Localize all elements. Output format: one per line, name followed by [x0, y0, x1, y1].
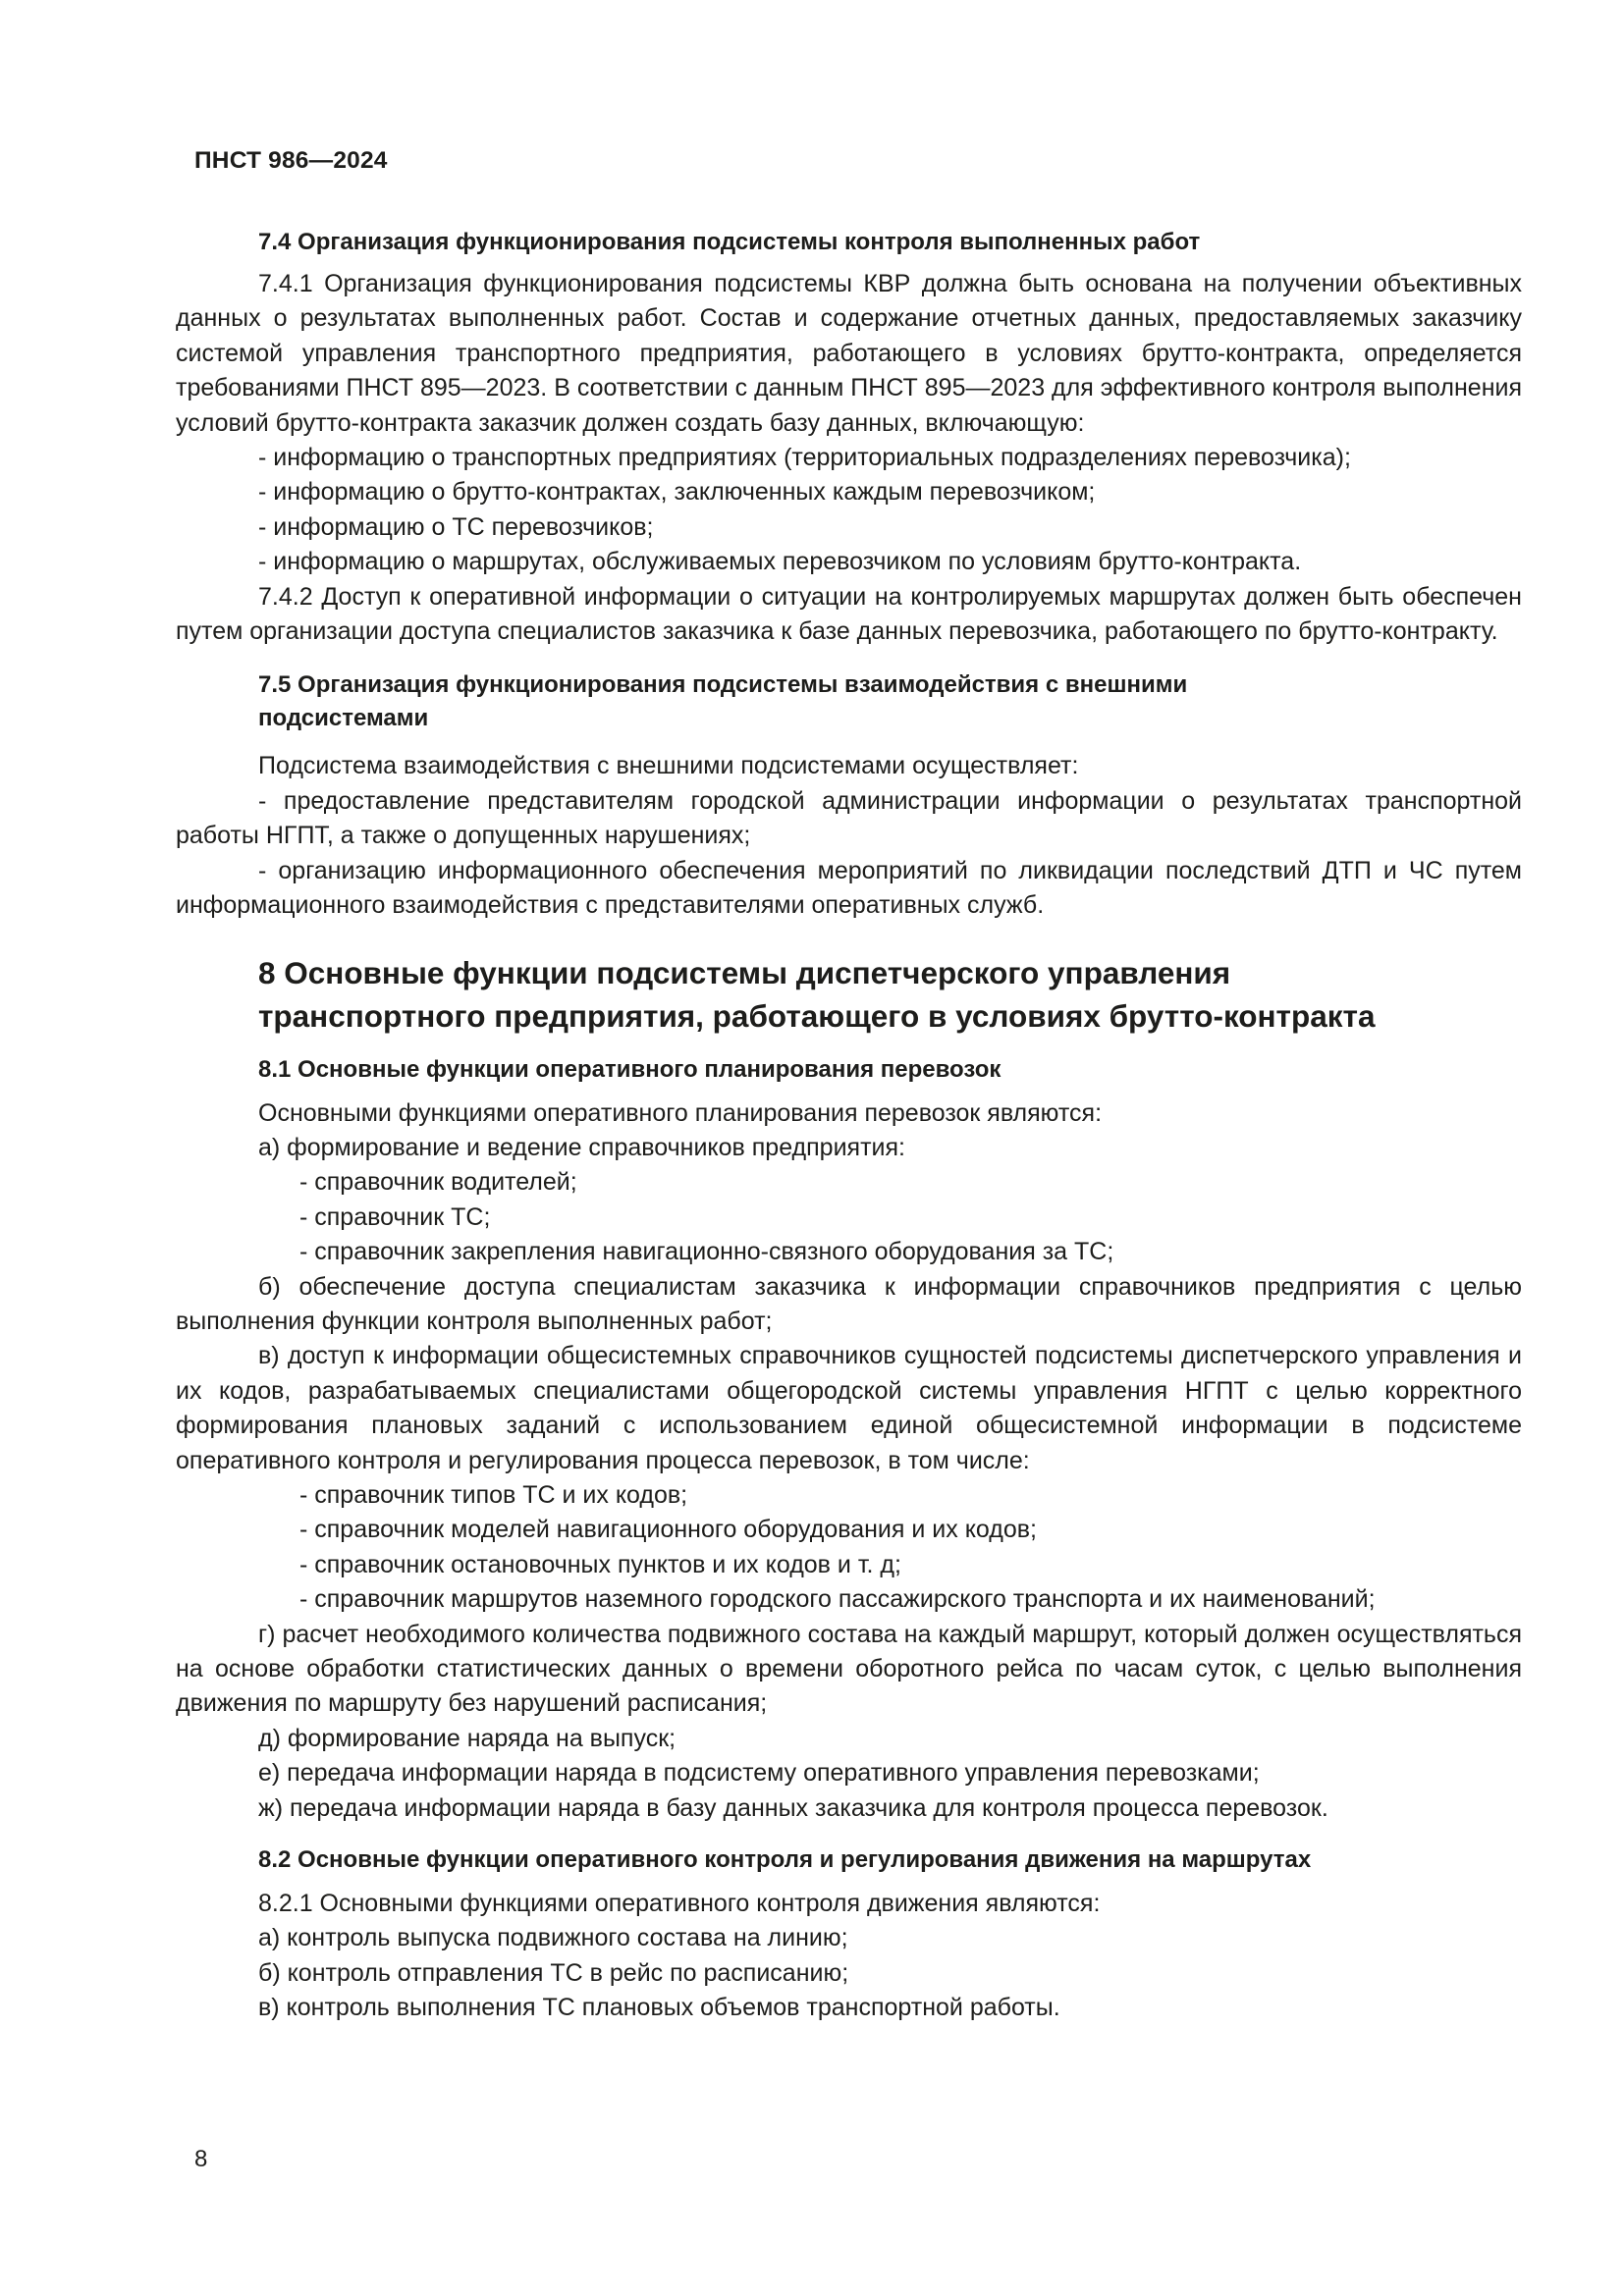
list-item: - организацию информационного обеспечения мероприятий по ликвидации последствий ДТП и ЧС путем информационного взаимодействия с представителями оперативных служб. — [176, 856, 1522, 920]
list-item: - информацию о транспортных предприятиях (территориальных подразделениях перевозчика); — [258, 444, 1351, 472]
document-code: ПНСТ 986—2024 — [194, 147, 388, 174]
list-subitem: - справочник ТС; — [299, 1202, 491, 1231]
list-subitem: - справочник моделей навигационного оборудования и их кодов; — [299, 1516, 1037, 1544]
section-8-1-title: 8.1 Основные функции оперативного планирования перевозок — [258, 1055, 1001, 1083]
list-subitem: - справочник типов ТС и их кодов; — [299, 1480, 688, 1509]
list-item: б) обеспечение доступа специалистам заказчика к информации справочников предприятия с целью выполнения функции контроля выполненных работ; — [176, 1272, 1522, 1335]
section-7-5-title-line1: 7.5 Организация функционирования подсистемы взаимодействия с внешними — [258, 671, 1188, 699]
list-item: в) контроль выполнения ТС плановых объемов транспортной работы. — [258, 1994, 1060, 2022]
list-subitem: - справочник остановочных пунктов и их кодов и т. д; — [299, 1550, 901, 1578]
section-7-4-2-paragraph: 7.4.2 Доступ к оперативной информации о ситуации на контролируемых маршрутах должен быть обеспечен путем организации доступа специалистов заказчика к базе данных перевозчика, работающего по брутто-контракту. — [176, 582, 1522, 646]
list-item: ж) передача информации наряда в базу данных заказчика для контроля процесса перевозок. — [258, 1793, 1328, 1822]
section-8-2-title: 8.2 Основные функции оперативного контроля и регулирования движения на маршрутах — [258, 1846, 1312, 1874]
section-7-4-1-paragraph: 7.4.1 Организация функционирования подсистемы КВР должна быть основана на получении объективных данных о результатах выполненных работ. Состав и содержание отчетных данных, предоставляемых заказчику системой управления транспортного предприятия, работающего в условиях брутто-контракта, определяется требованиями ПНСТ 895—2023. В соответствии с данным ПНСТ 895—2023 для эффективного контроля выполнения условий брутто-контракта заказчик должен создать базу данных, включающую: — [176, 270, 1522, 437]
list-item: а) формирование и ведение справочников предприятия: — [258, 1133, 905, 1161]
page-number: 8 — [194, 2146, 208, 2172]
list-item: г) расчет необходимого количества подвижного состава на каждый маршрут, который должен осуществляться на основе обработки статистических данных о времени оборотного рейса по часам суток, с целью выполнения движения по маршруту без нарушений расписания; — [176, 1620, 1522, 1718]
list-subitem: - справочник маршрутов наземного городского пассажирского транспорта и их наименований; — [299, 1585, 1376, 1614]
section-7-5-intro: Подсистема взаимодействия с внешними подсистемами осуществляет: — [258, 752, 1079, 780]
page-content — [176, 226, 1522, 2026]
section-8-title-line1: 8 Основные функции подсистемы диспетчерского управления — [258, 954, 1231, 990]
list-subitem: - справочник закрепления навигационно-связного оборудования за ТС; — [299, 1238, 1114, 1266]
list-item: - предоставление представителям городской администрации информации о результатах транспортной работы НГПТ, а также о допущенных нарушениях; — [176, 786, 1522, 850]
list-item: - информацию о маршрутах, обслуживаемых перевозчиком по условиям брутто-контракта. — [258, 548, 1302, 576]
section-8-1-intro: Основными функциями оперативного планирования перевозок являются: — [258, 1098, 1103, 1127]
section-8-2-1-intro: 8.2.1 Основными функциями оперативного контроля движения являются: — [258, 1890, 1101, 1918]
section-7-5-title-line2: подсистемами — [258, 705, 429, 732]
list-item: в) доступ к информации общесистемных справочников сущностей подсистемы диспетчерского управления и их кодов, разрабатываемых специалистами общегородской системы управления НГПТ с целью корректного формирования плановых заданий с использованием единой общесистемной информации в подсистеме оперативного контроля и регулирования процесса перевозок, в том числе: — [176, 1342, 1522, 1474]
list-item: - информацию о ТС перевозчиков; — [258, 512, 654, 541]
list-item: б) контроль отправления ТС в рейс по расписанию; — [258, 1958, 849, 1987]
list-item: а) контроль выпуска подвижного состава на линию; — [258, 1924, 848, 1952]
section-8-title-line2: транспортного предприятия, работающего в условиях брутто-контракта — [258, 997, 1376, 1034]
section-7-4-title: 7.4 Организация функционирования подсистемы контроля выполненных работ — [258, 229, 1201, 255]
list-item: д) формирование наряда на выпуск; — [258, 1724, 677, 1752]
list-subitem: - справочник водителей; — [299, 1168, 577, 1197]
list-item: - информацию о брутто-контрактах, заключенных каждым перевозчиком; — [258, 478, 1096, 507]
list-item: е) передача информации наряда в подсистему оперативного управления перевозками; — [258, 1759, 1260, 1788]
